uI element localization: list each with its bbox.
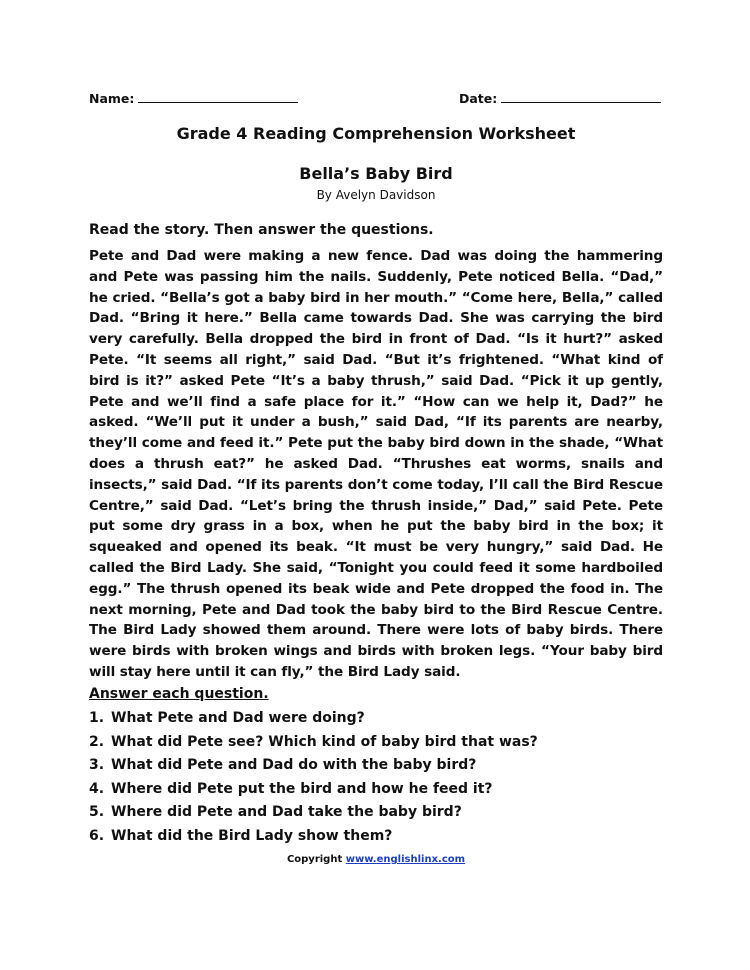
- date-label: Date:: [459, 91, 498, 106]
- question-text: Where did Pete put the bird and how he feed it?: [111, 780, 493, 797]
- question-item: [89, 802, 538, 826]
- date-field: [459, 90, 661, 106]
- question-text: Where did Pete and Dad take the baby bird?: [111, 804, 462, 820]
- header-row: [89, 90, 663, 110]
- question-text: What did the Bird Lady show them?: [111, 827, 393, 844]
- question-number: 2.: [89, 733, 105, 750]
- question-text: What Pete and Dad were doing?: [111, 710, 365, 726]
- question-number: 4.: [89, 780, 105, 797]
- question-item: [89, 708, 538, 732]
- name-blank-line: [138, 90, 298, 103]
- question-number: 5.: [89, 804, 105, 820]
- instructions: Read the story. Then answer the questions.: [89, 222, 434, 238]
- questions-list: [89, 708, 538, 849]
- date-blank-line: [501, 90, 661, 103]
- story-text: Pete and Dad were making a new fence. Dad was doing the hammering and Pete was passing him the nails. Suddenly, Pete noticed Bella. “Dad,” he cried. “Bella’s got a baby bird in her mouth.” “Come here, Bella,” called Dad. “Bring it here.” Bella came towards Dad. She was carrying the bird very carefully. Bella dropped the bird in front of Dad. “Is it hurt?” asked Pete. “It seems all right,” said Dad. “But it’s frightened. “What kind of bird is it?” asked Pete “It’s a baby thrush,” said Dad. “Pick it up gently, Pete and we’ll find a safe place for it.” “How can we help it, Dad?” he asked. “We’ll put it under a bush,” said Dad, “If its parents are nearby, they’ll come and feed it.” Pete put the baby bird down in the shade, “What does a thrush eat?” he asked Dad. “Thrushes eat worms, snails and insects,” said Dad. “If its parents don’t come today, I’ll call the Bird Rescue Centre,” said Dad. “Let’s bring the thrush inside,” Dad,” said Pete. Pete put some dry grass in a box, when he put the baby bird in the box; it squeaked and opened its beak. “It must be very hungry,” said Dad. He called the Bird Lady. She said, “Tonight you could feed it some hardboiled egg.” The thrush opened its beak wide and Pete dropped the food in. The next morning, Pete and Dad took the baby bird to the Bird Rescue Centre. The Bird Lady showed them around. There were lots of baby birds. There were birds with broken wings and birds with broken legs. “Your baby bird will stay here until it can fly,” the Bird Lady said.: [89, 248, 663, 680]
- question-item: [89, 779, 538, 803]
- question-text: What did Pete see? Which kind of baby bird that was?: [111, 733, 538, 750]
- question-text: What did Pete and Dad do with the baby bird?: [111, 757, 477, 773]
- copyright-footer: [89, 854, 663, 865]
- question-item: [89, 732, 538, 756]
- story-author: By Avelyn Davidson: [316, 188, 436, 202]
- question-number: 6.: [89, 827, 105, 844]
- worksheet-title: Grade 4 Reading Comprehension Worksheet: [176, 124, 576, 143]
- question-item: [89, 826, 538, 850]
- copyright-link[interactable]: www.englishlinx.com: [345, 854, 466, 865]
- question-item: [89, 755, 538, 779]
- question-number: 1.: [89, 710, 105, 726]
- question-number: 3.: [89, 757, 105, 773]
- story-title: Bella’s Baby Bird: [299, 164, 453, 183]
- copyright-label: Copyright: [286, 854, 343, 865]
- questions-heading: Answer each question.: [89, 686, 269, 702]
- name-label: Name:: [89, 91, 135, 106]
- name-field: [89, 90, 298, 106]
